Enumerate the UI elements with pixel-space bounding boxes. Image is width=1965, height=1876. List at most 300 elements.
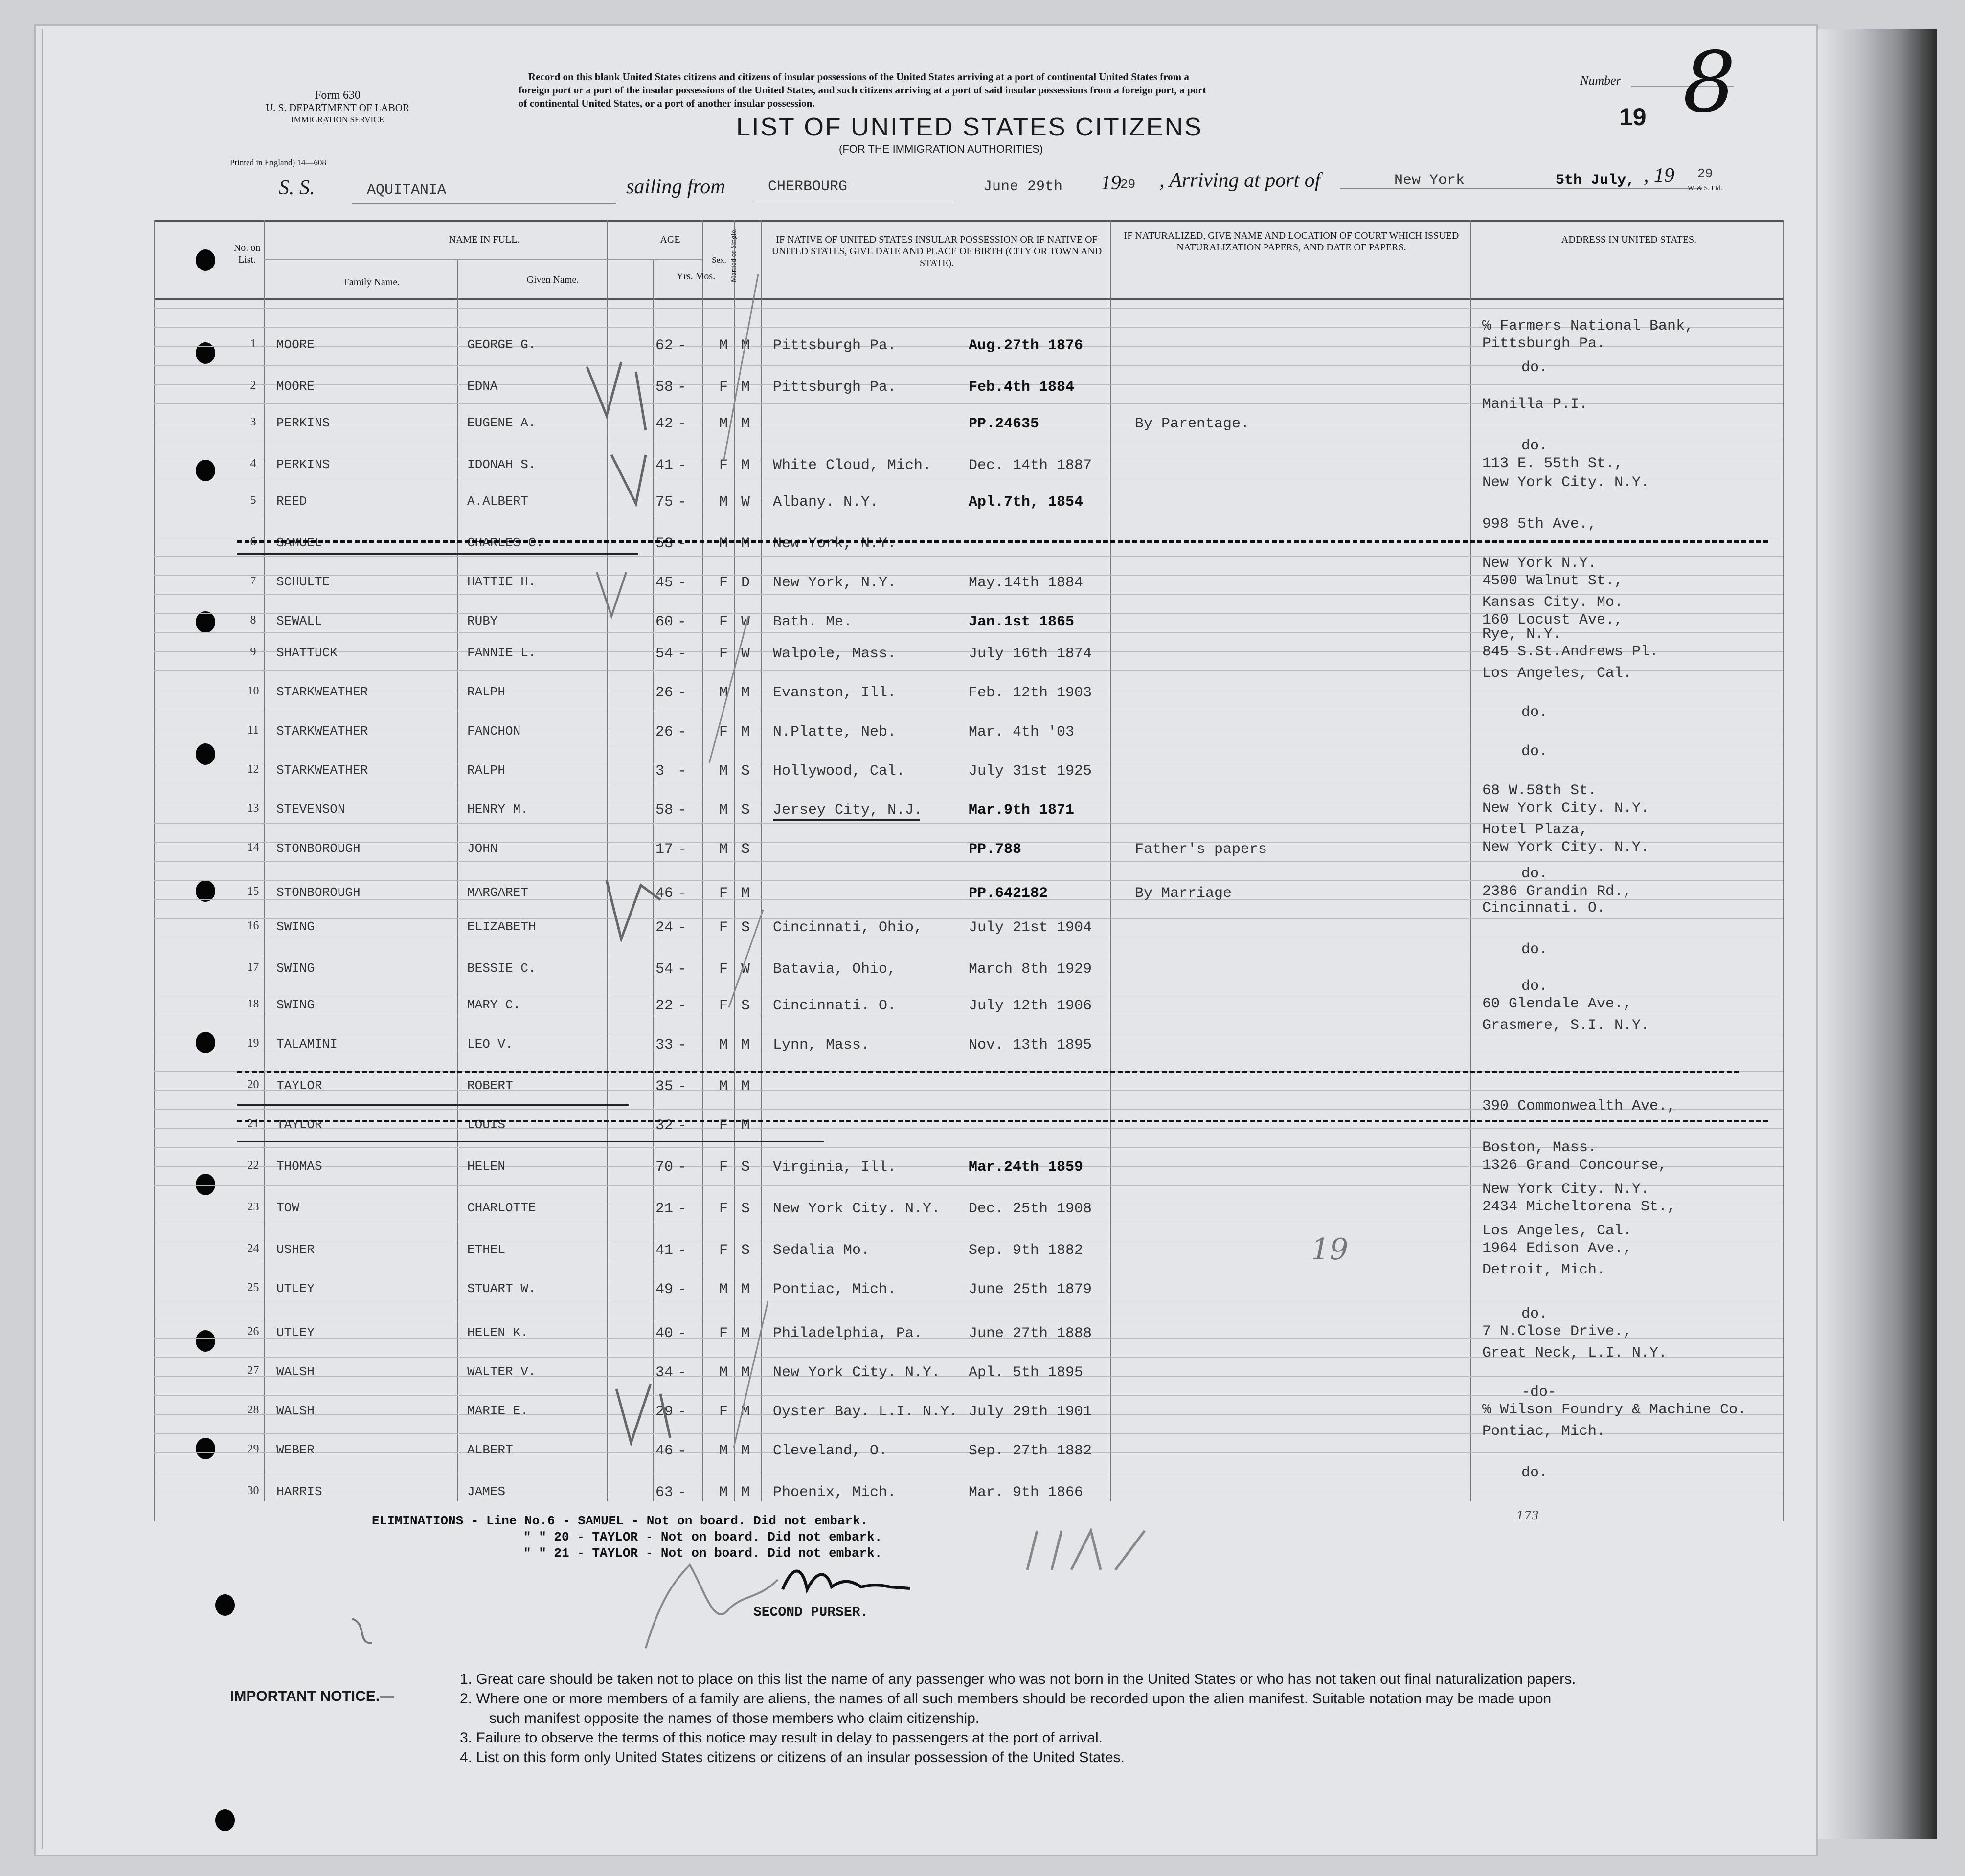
- address-line-1: New York City. N.Y.: [1482, 474, 1650, 491]
- address-line-1: Los Angeles, Cal.: [1482, 665, 1632, 682]
- dashed-separator-row21: [237, 1120, 1768, 1122]
- address-line-2: 60 Glendale Ave.,: [1482, 996, 1632, 1012]
- sex: F: [719, 1159, 728, 1176]
- birth-date: Mar.9th 1871: [969, 802, 1075, 819]
- age-years: 33: [655, 1037, 674, 1053]
- age-months: -: [678, 1325, 687, 1342]
- age-months: -: [678, 841, 687, 858]
- age-years: 58: [655, 379, 674, 396]
- birth-place: Albany. N.Y.: [773, 494, 879, 511]
- row-number: 22: [247, 1159, 259, 1172]
- age-months: -: [678, 919, 687, 936]
- address-line-1: Cincinnati. O.: [1482, 900, 1606, 916]
- year-prefix: 19: [1101, 172, 1121, 194]
- col-right: [1783, 220, 1784, 1521]
- birth-date: Nov. 13th 1895: [969, 1037, 1092, 1053]
- given-name: ALBERT: [467, 1443, 513, 1457]
- age-months: -: [678, 724, 687, 740]
- given-name: HATTIE H.: [467, 575, 536, 589]
- age-months: -: [678, 646, 687, 662]
- marital-status: S: [741, 841, 750, 858]
- birth-date: PP.788: [969, 841, 1022, 858]
- age-months: -: [678, 494, 687, 511]
- address-line-2: 4500 Walnut St.,: [1482, 573, 1624, 589]
- year-suffix: 29: [1120, 177, 1136, 192]
- family-name: SWING: [276, 998, 315, 1012]
- given-name: EDNA: [467, 379, 498, 394]
- family-name: SAMUEL: [276, 536, 322, 550]
- col-header-married: Married or Single.: [730, 228, 738, 283]
- address-line-1: Hotel Plaza,: [1482, 822, 1588, 838]
- row-number: 12: [247, 763, 259, 776]
- purser-title: SECOND PURSER.: [753, 1605, 869, 1620]
- family-name: SEWALL: [276, 614, 322, 628]
- address-line-1: do.: [1521, 1306, 1548, 1322]
- birth-date: Mar.24th 1859: [969, 1159, 1084, 1176]
- age-months: -: [678, 1201, 687, 1217]
- sailing-date: June 29th: [983, 179, 1063, 195]
- address-line-1: ℅ Farmers National Bank,: [1482, 318, 1694, 335]
- row-number: 20: [247, 1078, 259, 1091]
- year2-suffix: 29: [1697, 166, 1713, 181]
- birth-date: May.14th 1884: [969, 575, 1084, 591]
- birth-place: New York, N.Y.: [773, 575, 897, 591]
- ruled-line: [154, 918, 1783, 919]
- family-name: STONBOROUGH: [276, 885, 361, 900]
- sex: F: [719, 1242, 728, 1259]
- punch-hole: [196, 1438, 215, 1459]
- purser-signature: [778, 1560, 915, 1604]
- sex: F: [719, 379, 728, 396]
- punch-hole: [215, 1594, 235, 1616]
- sex: M: [719, 416, 728, 432]
- birth-place: Cincinnati, Ohio,: [773, 919, 923, 936]
- ruled-line: [154, 861, 1783, 862]
- birth-place: White Cloud, Mich.: [773, 457, 932, 474]
- page-subtitle: (FOR THE IMMIGRATION AUTHORITIES): [839, 143, 1043, 155]
- family-name: PERKINS: [276, 457, 330, 472]
- form-number: Form 630: [314, 89, 361, 102]
- address-line-2: 7 N.Close Drive.,: [1482, 1323, 1632, 1340]
- given-name: RUBY: [467, 614, 498, 628]
- row-number: 11: [247, 724, 259, 737]
- age-years: 42: [655, 416, 674, 432]
- family-name: MOORE: [276, 379, 315, 394]
- age-months: -: [678, 575, 687, 591]
- sailing-port: CHERBOURG: [768, 179, 848, 195]
- given-name: EUGENE A.: [467, 416, 536, 430]
- col-left: [154, 220, 155, 1521]
- record-text-2: foreign port or a port of the insular possessions of the United States, and such citizens arriving at a port of said insular possessions from a foreign port, a port: [519, 84, 1206, 96]
- sex: F: [719, 998, 728, 1014]
- family-name: STARKWEATHER: [276, 763, 368, 778]
- sex: F: [719, 575, 728, 591]
- sex: M: [719, 685, 728, 701]
- row-number: 16: [247, 919, 259, 932]
- given-name: HENRY M.: [467, 802, 528, 817]
- given-name: HELEN K.: [467, 1325, 528, 1340]
- birth-date: Dec. 25th 1908: [969, 1201, 1092, 1217]
- marital-status: M: [741, 1117, 750, 1134]
- list-number: 19: [1619, 103, 1647, 131]
- record-text-3: of continental United States, or a port of another insular possession.: [519, 97, 815, 109]
- address-line-2: 1326 Grand Concourse,: [1482, 1157, 1668, 1174]
- sex: M: [719, 1037, 728, 1053]
- handwritten-initials: [1017, 1521, 1164, 1580]
- sex: F: [719, 457, 728, 474]
- birth-place: Virginia, Ill.: [773, 1159, 897, 1176]
- address-line-1: New York N.Y.: [1482, 555, 1597, 572]
- age-years: 29: [655, 1404, 674, 1420]
- address-line-1: Grasmere, S.I. N.Y.: [1482, 1017, 1650, 1034]
- age-years: 35: [655, 1078, 674, 1095]
- row-number: 18: [247, 998, 259, 1010]
- address-line-1: 390 Commonwealth Ave.,: [1482, 1098, 1676, 1115]
- given-name: FANCHON: [467, 724, 521, 738]
- family-name: SCHULTE: [276, 575, 330, 589]
- age-months: -: [678, 1404, 687, 1420]
- sex: F: [719, 961, 728, 978]
- marital-status: M: [741, 536, 750, 552]
- marital-status: S: [741, 763, 750, 780]
- family-name: STEVENSON: [276, 802, 345, 817]
- family-name: REED: [276, 494, 307, 509]
- age-years: 58: [655, 802, 674, 819]
- birth-place: Sedalia Mo.: [773, 1242, 870, 1259]
- birth-date: June 25th 1879: [969, 1281, 1092, 1298]
- sex: F: [719, 1404, 728, 1420]
- row-number: 30: [247, 1484, 259, 1497]
- address-line-2: New York City. N.Y.: [1482, 839, 1650, 856]
- age-years: 54: [655, 646, 674, 662]
- name-subrule: [264, 259, 702, 260]
- col-header-no: No. on List.: [233, 243, 261, 265]
- number-label: Number: [1580, 73, 1621, 88]
- address-line-2: 160 Locust Ave.,: [1482, 612, 1624, 628]
- family-name: UTLEY: [276, 1325, 315, 1340]
- family-name: HARRIS: [276, 1484, 322, 1499]
- age-years: 22: [655, 998, 674, 1014]
- sex: F: [719, 885, 728, 902]
- birth-place: Jersey City, N.J.: [773, 802, 923, 819]
- service: IMMIGRATION SERVICE: [291, 115, 384, 124]
- birth-place: Lynn, Mass.: [773, 1037, 870, 1053]
- notice-item-2b: such manifest opposite the names of those members who claim citizenship.: [489, 1710, 980, 1726]
- age-months: -: [678, 614, 687, 630]
- row-number: 29: [247, 1443, 259, 1455]
- punch-hole: [196, 342, 215, 364]
- marital-status: M: [741, 1364, 750, 1381]
- address-line-1: New York City. N.Y.: [1482, 1181, 1650, 1198]
- sex: F: [719, 1117, 728, 1134]
- ss-label: S. S.: [279, 177, 315, 199]
- age-years: 26: [655, 724, 674, 740]
- department: U. S. DEPARTMENT OF LABOR: [266, 102, 409, 113]
- age-years: 45: [655, 575, 674, 591]
- family-name: WALSH: [276, 1364, 315, 1379]
- elimination-line: " " 20 - TAYLOR - Not on board. Did not embark.: [523, 1530, 882, 1544]
- address-line-1: Pontiac, Mich.: [1482, 1423, 1606, 1440]
- punch-hole: [196, 880, 215, 902]
- marital-status: W: [741, 961, 750, 978]
- family-name: STONBOROUGH: [276, 841, 361, 856]
- family-name: WALSH: [276, 1404, 315, 1418]
- family-name: STARKWEATHER: [276, 685, 368, 699]
- pencil-mark-left: [342, 1609, 386, 1653]
- family-name: USHER: [276, 1242, 315, 1257]
- birth-place: New York City. N.Y.: [773, 1364, 941, 1381]
- marital-status: M: [741, 1281, 750, 1298]
- handwritten-page-number: 8: [1683, 34, 1736, 131]
- age-years: 26: [655, 685, 674, 701]
- row-number: 19: [247, 1037, 259, 1050]
- given-name: MARIE E.: [467, 1404, 528, 1418]
- birth-place: Bath. Me.: [773, 614, 853, 630]
- row-number: 13: [247, 802, 259, 815]
- sex: F: [719, 919, 728, 936]
- address-line-2: 2386 Grandin Rd.,: [1482, 883, 1632, 900]
- handwritten-173: 173: [1516, 1509, 1539, 1522]
- age-months: -: [678, 1117, 687, 1134]
- given-name: WALTER V.: [467, 1364, 536, 1379]
- sex: M: [719, 1484, 728, 1501]
- age-months: -: [678, 885, 687, 902]
- birth-date: PP.24635: [969, 416, 1039, 432]
- marital-status: D: [741, 575, 750, 591]
- age-months: -: [678, 1443, 687, 1459]
- marital-status: M: [741, 885, 750, 902]
- sex: M: [719, 536, 728, 552]
- age-years: 21: [655, 1201, 674, 1217]
- page-stack-edge: [42, 29, 1809, 1849]
- strike-row20: [237, 1104, 629, 1106]
- col-header-naturalized: IF NATURALIZED, GIVE NAME AND LOCATION OF COURT WHICH ISSUED NATURALIZATION PAPERS, AND DATE OF PAPERS.: [1124, 230, 1459, 253]
- row-number: 9: [250, 646, 256, 658]
- notice-label: IMPORTANT NOTICE.—: [230, 1688, 395, 1704]
- handwritten-checkmark-27: [602, 1374, 700, 1452]
- age-years: 24: [655, 919, 674, 936]
- birth-date: July 12th 1906: [969, 998, 1092, 1014]
- page-edge-shadow: [1810, 29, 1937, 1839]
- row-number: 24: [247, 1242, 259, 1255]
- address-line-1: Great Neck, L.I. N.Y.: [1482, 1345, 1668, 1362]
- given-name: JAMES: [467, 1484, 506, 1499]
- birth-date: July 29th 1901: [969, 1404, 1092, 1420]
- address-line-1: do.: [1521, 438, 1548, 454]
- punch-hole: [196, 1330, 215, 1352]
- col-header-given: Given Name.: [526, 274, 579, 285]
- marital-status: W: [741, 494, 750, 511]
- age-years: 41: [655, 1242, 674, 1259]
- marital-status: M: [741, 1037, 750, 1053]
- dashed-separator-row6: [237, 540, 1768, 543]
- birth-place: Cincinnati. O.: [773, 998, 897, 1014]
- age-months: -: [678, 1078, 687, 1095]
- birth-place: Pittsburgh Pa.: [773, 337, 897, 354]
- sex: F: [719, 646, 728, 662]
- table-top-rule: [154, 220, 1783, 222]
- address-line-1: do.: [1521, 866, 1548, 882]
- row-number: 23: [247, 1201, 259, 1213]
- marital-status: M: [741, 1484, 750, 1501]
- marital-status: S: [741, 1159, 750, 1176]
- sex: F: [719, 724, 728, 740]
- row-number: 3: [250, 416, 256, 428]
- printer-mark: W. & S. Ltd.: [1688, 185, 1723, 192]
- age-months: -: [678, 763, 687, 780]
- given-name: LEO V.: [467, 1037, 513, 1051]
- punch-hole: [196, 1174, 215, 1195]
- marital-status: M: [741, 724, 750, 740]
- notice-item-1: 1. Great care should be taken not to place on this list the name of any passenger who was not born in the United States or who has not taken out final naturalization papers.: [460, 1671, 1576, 1687]
- col-header-age: AGE: [660, 234, 680, 245]
- birth-place: New York City. N.Y.: [773, 1201, 941, 1217]
- marital-status: W: [741, 646, 750, 662]
- family-name: TALAMINI: [276, 1037, 338, 1051]
- sex: M: [719, 1078, 728, 1095]
- row-number: 10: [247, 685, 259, 697]
- birth-place: Batavia, Ohio,: [773, 961, 897, 978]
- col-nat-right: [1470, 220, 1471, 1501]
- arrival-port: New York: [1394, 172, 1465, 189]
- birth-date: March 8th 1929: [969, 961, 1092, 978]
- age-years: 54: [655, 961, 674, 978]
- col-header-yrs-mos: Yrs. Mos.: [676, 271, 716, 282]
- birth-date: PP.642182: [969, 885, 1048, 902]
- age-years: 75: [655, 494, 674, 511]
- birth-date: Aug.27th 1876: [969, 337, 1084, 354]
- age-years: 49: [655, 1281, 674, 1298]
- birth-place: Philadelphia, Pa.: [773, 1325, 923, 1342]
- age-years: 34: [655, 1364, 674, 1381]
- address-line-1: Manilla P.I.: [1482, 396, 1588, 413]
- family-name: THOMAS: [276, 1159, 322, 1174]
- address-line-2: 1964 Edison Ave.,: [1482, 1240, 1632, 1257]
- address-line-1: Los Angeles, Cal.: [1482, 1223, 1632, 1239]
- address-line-1: 998 5th Ave.,: [1482, 516, 1597, 533]
- family-name: PERKINS: [276, 416, 330, 430]
- address-line-1: do.: [1521, 978, 1548, 995]
- sex: M: [719, 802, 728, 819]
- sex: M: [719, 337, 728, 354]
- row-number: 14: [247, 841, 259, 854]
- page-title: LIST OF UNITED STATES CITIZENS: [736, 113, 1203, 141]
- naturalization: By Marriage: [1135, 885, 1232, 902]
- birth-date: Dec. 14th 1887: [969, 457, 1092, 474]
- age-months: -: [678, 961, 687, 978]
- marital-status: S: [741, 1201, 750, 1217]
- arriving-label: , Arriving at port of: [1159, 169, 1321, 192]
- address-line-2: Pittsburgh Pa.: [1482, 335, 1606, 352]
- address-line-1: Kansas City. Mo.: [1482, 594, 1624, 611]
- given-name: ELIZABETH: [467, 919, 536, 934]
- age-years: 32: [655, 1117, 674, 1134]
- row-number: 4: [250, 457, 256, 470]
- age-months: -: [678, 1484, 687, 1501]
- birth-place: Hollywood, Cal.: [773, 763, 905, 780]
- address-line-2: New York City. N.Y.: [1482, 800, 1650, 817]
- sex: F: [719, 614, 728, 630]
- age-months: -: [678, 379, 687, 396]
- address-line-1: Detroit, Mich.: [1482, 1262, 1606, 1278]
- given-name: RALPH: [467, 685, 506, 699]
- age-years: 60: [655, 614, 674, 630]
- age-months: -: [678, 536, 687, 552]
- age-months: -: [678, 1281, 687, 1298]
- address-line-1: do.: [1521, 743, 1548, 760]
- age-months: -: [678, 457, 687, 474]
- row-number: 7: [250, 575, 256, 587]
- strike-row13-place: [773, 819, 920, 821]
- age-months: -: [678, 685, 687, 701]
- birth-date: Mar. 9th 1866: [969, 1484, 1084, 1501]
- col-no-right: [264, 220, 265, 1501]
- age-months: -: [678, 998, 687, 1014]
- birth-date: July 16th 1874: [969, 646, 1092, 662]
- year2-prefix: , 19: [1644, 164, 1674, 187]
- birth-date: Sep. 9th 1882: [969, 1242, 1084, 1259]
- age-months: -: [678, 337, 687, 354]
- address-line-1: 68 W.58th St.: [1482, 782, 1597, 799]
- age-months: -: [678, 1037, 687, 1053]
- ship-name: AQUITANIA: [367, 182, 447, 199]
- age-years: 40: [655, 1325, 674, 1342]
- elimination-line: " " 21 - TAYLOR - Not on board. Did not embark.: [523, 1546, 882, 1561]
- address-line-2: ℅ Wilson Foundry & Machine Co.: [1482, 1402, 1747, 1418]
- age-years: 3: [655, 763, 665, 780]
- col-header-family: Family Name.: [343, 277, 400, 288]
- row-number: 2: [250, 379, 256, 392]
- family-name: WEBER: [276, 1443, 315, 1457]
- age-months: -: [678, 1364, 687, 1381]
- ruled-line: [154, 1128, 1783, 1129]
- dashed-separator-row20: [237, 1071, 1739, 1073]
- birth-date: Apl. 5th 1895: [969, 1364, 1084, 1381]
- given-name: CHARLOTTE: [467, 1201, 536, 1215]
- marital-status: W: [741, 614, 750, 630]
- given-name: HELEN: [467, 1159, 506, 1174]
- age-years: 46: [655, 885, 674, 902]
- birth-date: Sep. 27th 1882: [969, 1443, 1092, 1459]
- given-name: JOHN: [467, 841, 498, 856]
- col-header-address: ADDRESS IN UNITED STATES.: [1561, 234, 1697, 245]
- row-number: 27: [247, 1364, 259, 1377]
- table-header-rule: [154, 298, 1783, 300]
- punch-hole: [196, 611, 215, 633]
- birth-place: N.Platte, Neb.: [773, 724, 897, 740]
- marital-status: M: [741, 416, 750, 432]
- given-name: IDONAH S.: [467, 457, 536, 472]
- birth-place: Pontiac, Mich.: [773, 1281, 897, 1298]
- family-name: MOORE: [276, 337, 315, 352]
- birth-date: Apl.7th, 1854: [969, 494, 1084, 511]
- punch-hole: [196, 1032, 215, 1053]
- address-line-2: 2434 Micheltorena St.,: [1482, 1199, 1676, 1215]
- ruled-line: [154, 1090, 1783, 1091]
- punch-hole: [196, 460, 215, 481]
- row-number: 25: [247, 1281, 259, 1294]
- marital-status: M: [741, 1404, 750, 1420]
- sex: M: [719, 841, 728, 858]
- family-name: STARKWEATHER: [276, 724, 368, 738]
- marital-status: S: [741, 998, 750, 1014]
- birth-place: Pittsburgh Pa.: [773, 379, 897, 396]
- given-name: CHARLES C.: [467, 536, 544, 550]
- row-number: 1: [250, 337, 256, 350]
- given-name: MARGARET: [467, 885, 528, 900]
- age-years: 53: [655, 536, 674, 552]
- given-name: BESSIE C.: [467, 961, 536, 976]
